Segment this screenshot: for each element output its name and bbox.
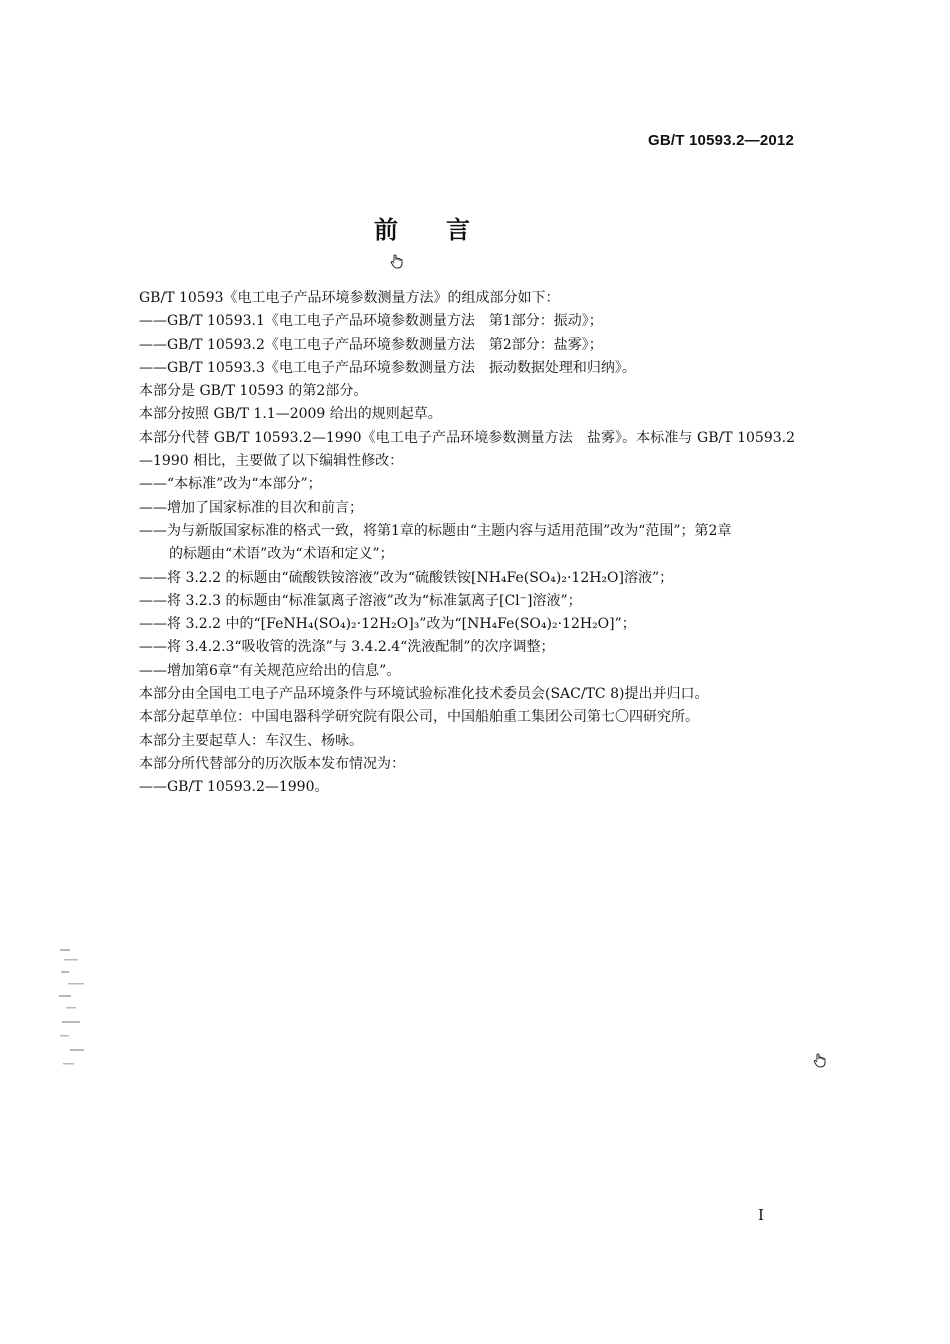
paragraph-committee: 本部分由全国电工电子产品环境条件与环境试验标准化技术委员会(SAC/TC 8)提出并归口。 — [139, 686, 709, 703]
page-title: 前言 — [374, 215, 518, 244]
paragraph-replacement: 本部分代替 GB/T 10593.2—1990《电工电子产品环境参数测量方法 盐雾》。本标准与 GB/T 10593.2—1990 相比，主要做了以下编辑性修改： — [139, 429, 795, 470]
list-item-change-7: ——将 3.4.2.3“吸收管的洗涤”与 3.4.2.4“洗液配制”的次序调整； — [139, 639, 555, 656]
paragraph-intro: GB/T 10593《电工电子产品环境参数测量方法》的组成部分如下： — [139, 290, 560, 306]
paragraph-drafting-rules: 本部分按照 GB/T 1.1—2009 给出的规则起草。 — [139, 406, 442, 423]
list-item-part3: ——GB/T 10593.3《电工电子产品环境参数测量方法 振动数据处理和归纳》。 — [139, 359, 636, 376]
paragraph-drafting-units: 本部分起草单位：中国电器科学研究院有限公司，中国船舶重工集团公司第七〇四研究所。 — [139, 709, 699, 726]
list-item-change-6: ——将 3.2.2 中的“[FeNH₄(SO₄)₂·12H₂O]₃”改为“[NH₄Fe(SO₄)₂·12H₂O]”； — [139, 616, 636, 633]
list-item-change-4: ——将 3.2.2 的标题由“硫酸铁铵溶液”改为“硫酸铁铵[NH₄Fe(SO₄)₂·12H₂O]溶液”； — [139, 569, 674, 586]
list-item-change-3-cont: 的标题由“术语”改为“术语和定义”； — [169, 546, 394, 563]
hand-pointer-icon — [813, 1052, 827, 1068]
list-item-change-2: ——增加了国家标准的目次和前言； — [139, 499, 363, 516]
list-item-change-1: ——“本标准”改为“本部分”； — [139, 476, 322, 493]
list-item-part2: ——GB/T 10593.2《电工电子产品环境参数测量方法 第2部分：盐雾》； — [139, 336, 603, 353]
list-item-part1: ——GB/T 10593.1《电工电子产品环境参数测量方法 第1部分：振动》； — [139, 313, 603, 330]
list-item-history-1: ——GB/T 10593.2—1990。 — [139, 779, 329, 796]
list-item-change-3: ——为与新版国家标准的格式一致，将第1章的标题由“主题内容与适用范围”改为“范围”；第2章 — [139, 522, 732, 539]
foreword-body — [105, 287, 795, 800]
scan-noise — [58, 945, 92, 1075]
page-number: I — [758, 1206, 764, 1224]
hand-pointer-icon — [390, 253, 404, 269]
paragraph-history: 本部分所代替部分的历次版本发布情况为： — [139, 755, 405, 772]
standard-number: GB/T 10593.2—2012 — [648, 132, 794, 149]
paragraph-part-statement: 本部分是 GB/T 10593 的第2部分。 — [139, 383, 368, 400]
list-item-change-8: ——增加第6章“有关规范应给出的信息”。 — [139, 662, 401, 679]
paragraph-drafters: 本部分主要起草人：车汉生、杨咏。 — [139, 732, 363, 749]
list-item-change-5: ——将 3.2.3 的标题由“标准氯离子溶液”改为“标准氯离子[Cl⁻]溶液”； — [139, 592, 582, 609]
